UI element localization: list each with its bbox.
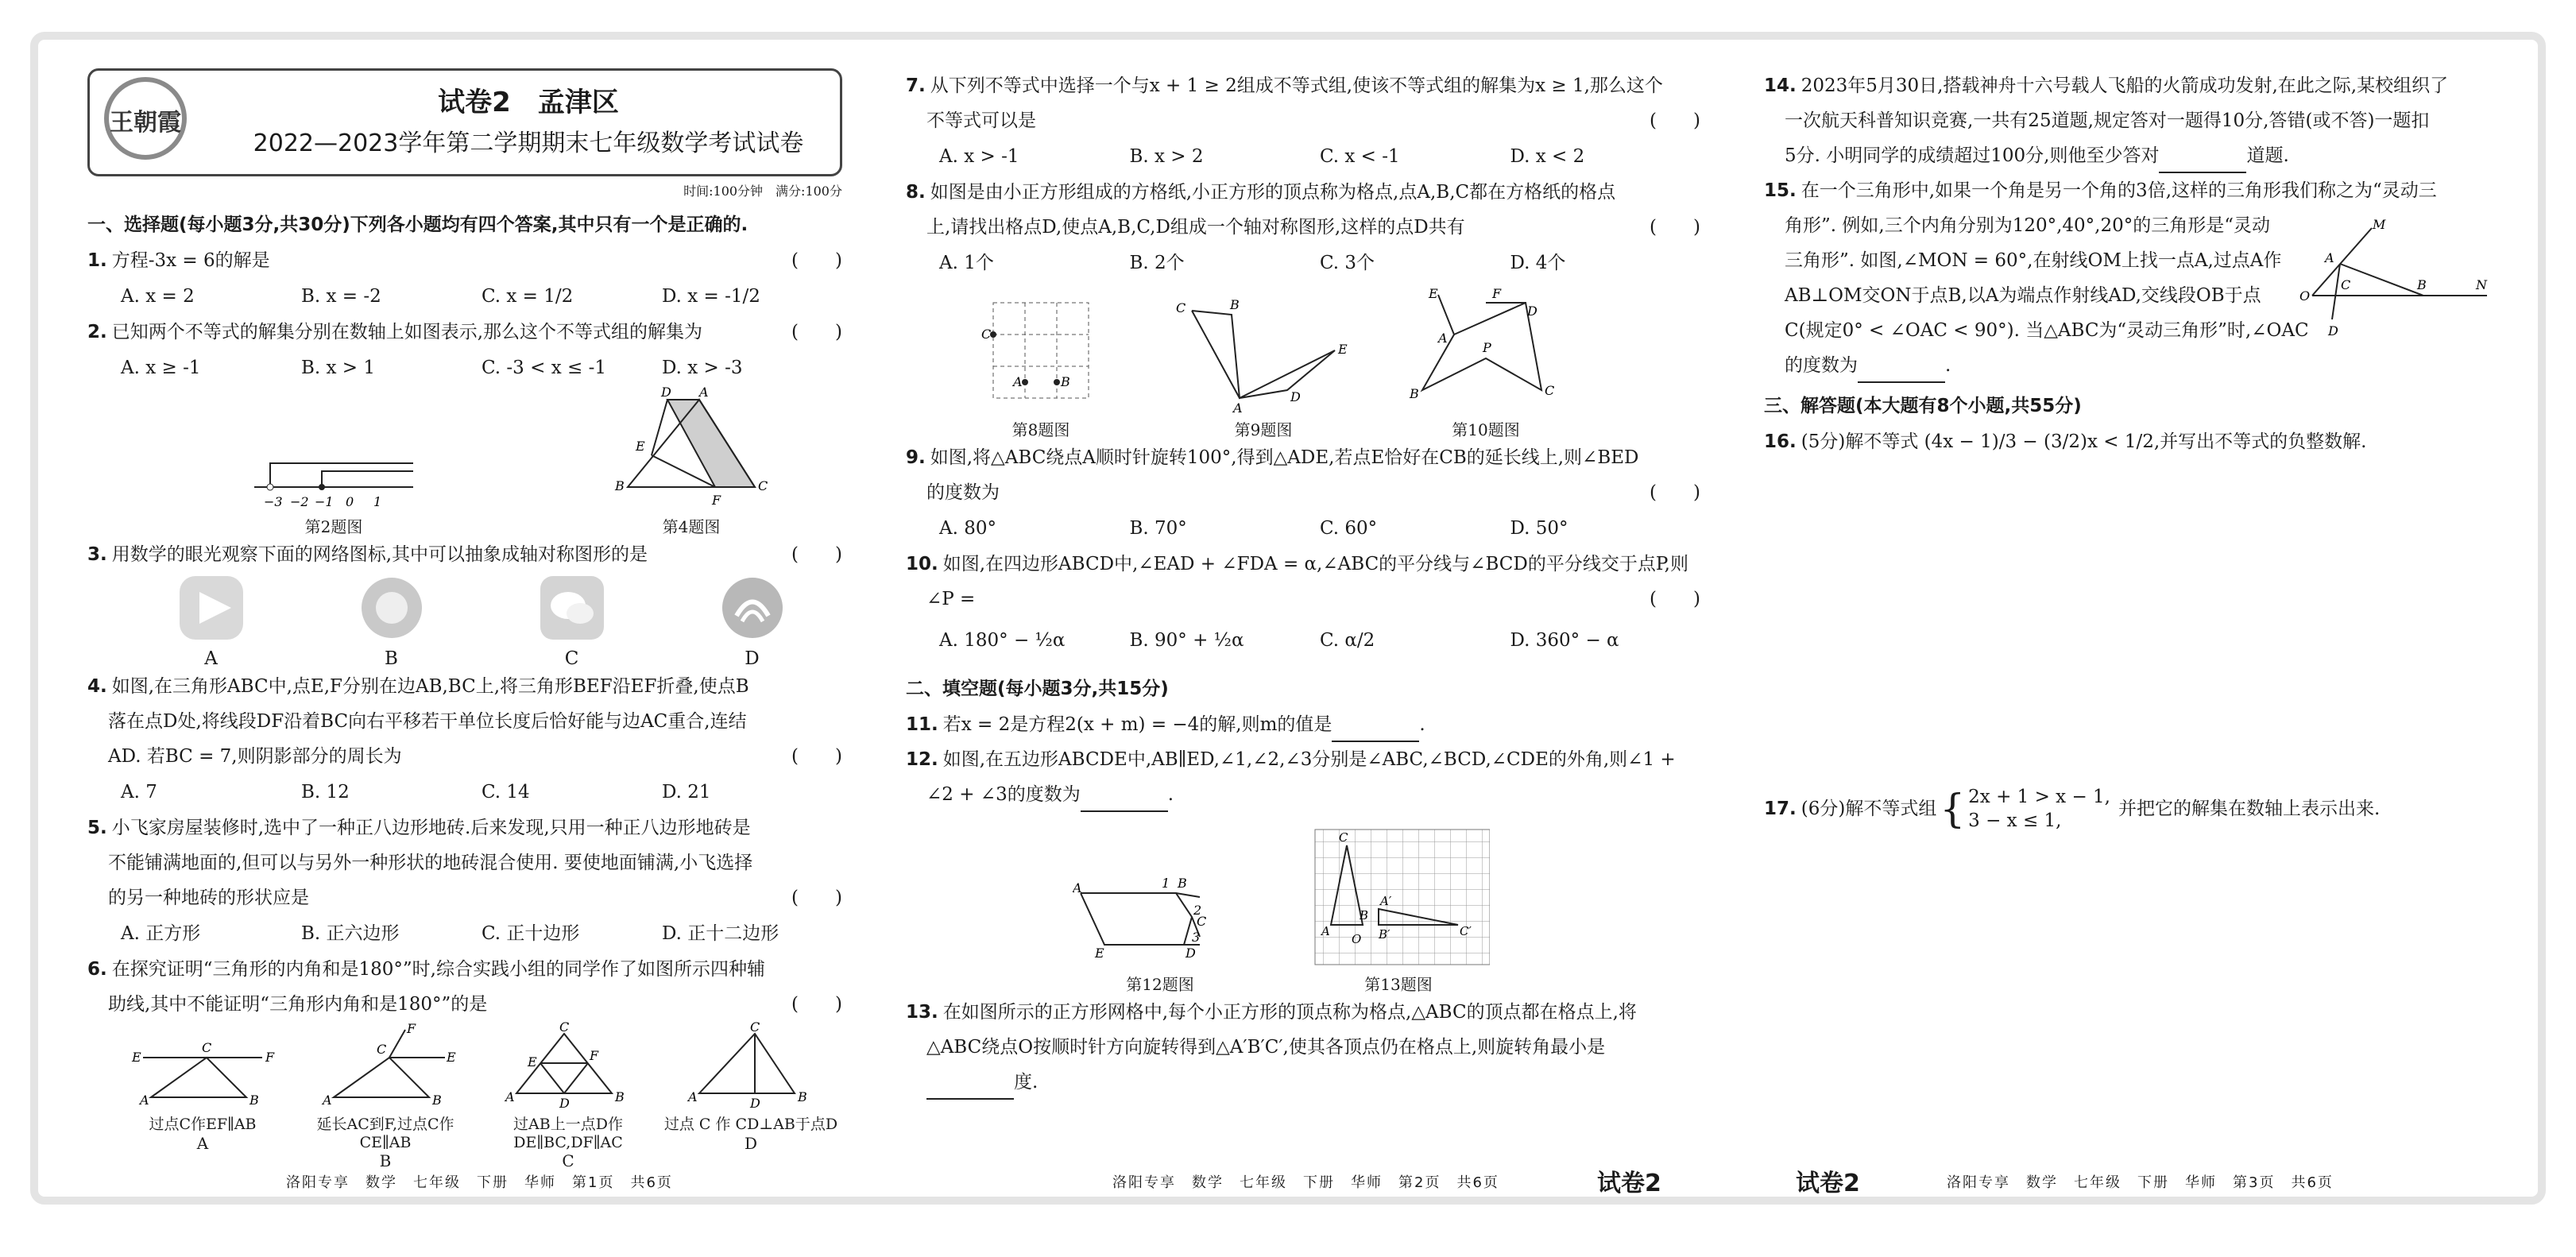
chat-app-icon: [536, 572, 608, 644]
q5-options: A. 正方形 B. 正六边形 C. 正十边形 D. 正十二边形: [121, 923, 779, 944]
q9: 9. 如图,将△ABC绕点A顺时针旋转100°,得到△ADE,若点E恰好在CB的延长线上,则∠BED: [906, 447, 1639, 468]
q15: 15. 在一个三角形中,如果一个角是另一个角的3倍,这样的三角形我们称之为“灵动三: [1764, 180, 2437, 201]
paper-subtitle: 2022—2023学年第二学期期末七年级数学考试试卷: [253, 130, 804, 157]
fig10: E F A D P B C 第10题图: [1383, 287, 1589, 440]
svg-text:B: B: [432, 1093, 442, 1108]
paper-label-left: 试卷2: [1796, 1170, 1860, 1197]
play-app-icon: [176, 572, 247, 644]
svg-text:A: A: [505, 1089, 515, 1104]
option: B. x > 1: [301, 358, 376, 378]
svg-text:E: E: [447, 1050, 456, 1065]
q1: 1. 方程-3x = 6的解是 ( ): [87, 250, 842, 271]
svg-text:D: D: [661, 385, 671, 400]
footer-page-2: 洛阳专享 数学 七年级 下册 华师 第2页 共6页: [1112, 1174, 1499, 1191]
svg-text:A: A: [2325, 250, 2334, 265]
option: A. x = 2: [121, 286, 195, 307]
svg-text:P: P: [1483, 340, 1491, 355]
svg-text:−1: −1: [315, 494, 334, 509]
svg-text:E: E: [528, 1054, 537, 1069]
svg-text:B: B: [615, 1089, 625, 1104]
svg-text:F: F: [407, 1022, 416, 1036]
q5-line2: 不能铺满地面的,但可以与另外一种形状的地砖混合使用. 要使地面铺满,小飞选择: [108, 853, 753, 873]
svg-text:C: C: [1545, 383, 1555, 398]
column-3: 14. 2023年5月30日,搭载神舟十六号载人飞船的火箭成功发射,在此之际,某校组织了 一次航天科普知识竞赛,一共有25道题,规定答对一题得10分,答错(或不答)一题扣 5分. 小明同学的成绩超过100分,则他至少答对 道题. 15. 在一个三角形中,如果一个角是另一个角的3倍,这样的三角形我们称之为“灵动三 O M A C B N D 角形”. 例如,三个内角分别为120°,40°,20°的三角形是“灵动 三角形”. 如图,∠MON = 60°,在射线OM上找一点A,过点A作 AB⊥OM交ON于点B,以A为端点作射线AD,交线段OB于点 C(规定0° < ∠OAC < 90°). 当△ABC为“灵动三角形”时,∠OAC 的度数为 . 三、解答题(本大题有8个小题,共55分) 16. (5分)解不等式 (4x − 1)/3 − (3/2)x < 1/2,并写出不等式的负整数解. 17. (6分)解不等式组 { 2x + 1 > x − 1, 3 − x ≤ 1, 并把它的解集在数轴上表示出来.: [1764, 68, 2495, 833]
svg-text:A: A: [1073, 880, 1082, 895]
svg-text:A: A: [688, 1089, 698, 1104]
q8-options: A. 1个 B. 2个 C. 3个 D. 4个: [939, 253, 1566, 273]
svg-text:A: A: [1321, 924, 1330, 938]
svg-text:C′: C′: [1460, 924, 1472, 938]
q8-q10-figures: [938, 281, 1700, 440]
q16: 16. (5分)解不等式 (4x − 1)/3 − (3/2)x < 1/2,并写出不等式的负整数解.: [1764, 431, 2367, 452]
svg-text:−3: −3: [264, 494, 283, 509]
svg-text:C: C: [377, 1042, 387, 1057]
option: B. x = -2: [301, 286, 381, 307]
q12: 12. 如图,在五边形ABCDE中,AB∥ED,∠1,∠2,∠3分别是∠ABC,∠BCD,∠CDE的外角,则∠1 +: [906, 749, 1676, 770]
svg-text:C: C: [202, 1040, 212, 1055]
q6-figures: [111, 1022, 842, 1170]
svg-text:A: A: [699, 385, 709, 400]
svg-text:F: F: [265, 1050, 275, 1065]
title-box: [87, 68, 842, 176]
q12-q13-figures: [1025, 812, 1700, 995]
brace: {: [1940, 786, 1966, 832]
svg-text:B: B: [615, 478, 625, 493]
option: C. -3 < x ≤ -1: [482, 358, 606, 378]
svg-text:0: 0: [346, 494, 354, 509]
q14: 14. 2023年5月30日,搭载神舟十六号载人飞船的火箭成功发射,在此之际,某校组织了: [1764, 75, 2449, 96]
svg-text:D: D: [1527, 304, 1537, 319]
svg-text:B′: B′: [1379, 927, 1390, 942]
triangle-fold-figure: [612, 384, 771, 511]
q17: 17. (6分)解不等式组 { 2x + 1 > x − 1, 3 − x ≤ 1, 并把它的解集在数轴上表示出来.: [1764, 786, 2381, 832]
svg-text:E: E: [636, 439, 645, 454]
column-1: [87, 68, 842, 1170]
q1-options: [121, 278, 842, 315]
time-score-info: 时间:100分钟 满分:100分: [683, 184, 842, 199]
svg-text:F: F: [1492, 287, 1502, 301]
option: D. x > -3: [662, 358, 743, 378]
fig13: A C B A′ B′ C′ O 第13题图: [1295, 826, 1502, 995]
svg-text:−2: −2: [290, 494, 309, 509]
q4-options: A. 7 B. 12 C. 14 D. 21: [121, 782, 711, 803]
svg-text:D: D: [1186, 946, 1196, 961]
svg-text:A: A: [1438, 331, 1448, 346]
svg-text:C: C: [750, 1022, 760, 1035]
q16-answer-space[interactable]: [1764, 459, 2495, 785]
pentagon-figure: [1073, 873, 1247, 969]
fig9: C B E A D 第9题图: [1144, 295, 1383, 440]
fig4-caption: 第4题图: [662, 517, 721, 536]
svg-text:E: E: [132, 1050, 141, 1065]
option-b: B: [301, 572, 482, 669]
option-a: A: [121, 572, 301, 669]
svg-text:F: F: [590, 1048, 599, 1063]
fig8: C A B 第8题图: [938, 295, 1144, 440]
svg-text:C: C: [559, 1022, 570, 1035]
q9-options: A. 80° B. 70° C. 60° D. 50°: [939, 518, 1568, 539]
option: D. x = -1/2: [662, 286, 760, 307]
q6-fig-c: C E F A D B 过AB上一点D作DE∥BC,DF∥AC C: [477, 1022, 659, 1170]
q11: 11. 若x = 2是方程2(x + m) = −4的解,则m的值是 .: [906, 707, 1700, 742]
svg-text:D: D: [750, 1096, 760, 1109]
q3-icon-options: [121, 572, 842, 669]
footer-page-1: 洛阳专享 数学 七年级 下册 华师 第1页 共6页: [286, 1174, 673, 1191]
svg-text:3: 3: [1192, 930, 1201, 945]
rotation-figure: [1168, 295, 1359, 414]
q15-figure: [2296, 216, 2495, 343]
svg-text:A: A: [323, 1093, 332, 1108]
q4: 4. 如图,在三角形ABC中,点E,F分别在边AB,BC上,将三角形BEF沿EF折叠,使点B: [87, 676, 749, 697]
q6-line2: 助线,其中不能证明“三角形内角和是180°”的是 ( ): [108, 994, 842, 1015]
network-logo-icon: [717, 572, 788, 644]
q7: 7. 从下列不等式中选择一个与x + 1 ≥ 2组成不等式组,使该不等式组的解集为x ≥ 1,那么这个: [906, 75, 1663, 96]
q4-line2: 落在点D处,将线段DF沿着BC向右平移若干单位长度后恰好能与边AC重合,连结: [108, 711, 747, 732]
paper-label-right: 试卷2: [1597, 1170, 1661, 1197]
q10: 10. 如图,在四边形ABCD中,∠EAD + ∠FDA = α,∠ABC的平分线与∠BCD的平分线交于点P,则: [906, 554, 1688, 574]
svg-text:B: B: [1061, 374, 1070, 389]
svg-text:A: A: [1013, 374, 1023, 389]
answer-blank[interactable]: [926, 1077, 1014, 1100]
svg-text:E: E: [1338, 342, 1348, 357]
circle-app-icon: [356, 572, 427, 644]
svg-text:C: C: [1197, 914, 1207, 929]
q6-fig-b: F C E A B 延长AC到F,过点C作CE∥AB B: [316, 1022, 456, 1170]
section-2-title: 二、填空题(每小题3分,共15分): [906, 679, 1169, 699]
column-2: 7. 从下列不等式中选择一个与x + 1 ≥ 2组成不等式组,使该不等式组的解集为x ≥ 1,那么这个 不等式可以是 ( ) A. x > -1 B. x > 2 C. x < -1 D. x < 2 8. 如图是由小正方形组成的方格纸,小正方形的顶点称为格点,点A,B,C都在方格纸的格点 上,请找出格点D,使点A,B,C,D组成一个轴对称图形,这样的点D共有 ( ) A. 1个 B. 2个 C. 3个 D. 4个 C A B 第8题图 C B E A D 第9题图 E F A D P B C 第10题图 9. 如图,将△ABC绕点A顺时针旋转100°,得到△ADE,若点E恰好在CB的延长线上,则∠BED 的度数为 ( ) A. 80° B. 70° C. 60° D. 50° 10. 如图,在四边形ABCD中,∠EAD + ∠FDA = α,∠ABC的平分线与∠BCD的平分线交于点P,则 ∠P = ( ) A. 180° − ½α B. 90° + ½α C. α/2 D. 360° − α 二、填空题(每小题3分,共15分) 11. 若x = 2是方程2(x + m) = −4的解,则m的值是 . 12. 如图,在五边形ABCDE中,AB∥ED,∠1,∠2,∠3分别是∠ABC,∠BCD,∠CDE的外角,则∠1 + ∠2 + ∠3的度数为 . A 1 B 2 C 3 D E 第12题图 A C B A′ B′ C′ O 第13题图 13. 在如图所示的正方形网格中,每个小正方形的顶点称为格点,△ABC的顶点都在格点上,将 △ABC绕点O按顺时针方向旋转得到△A′B′C′,使其各顶点仍在格点上,则旋转角最小是 度.: [906, 68, 1700, 1100]
svg-text:O: O: [1352, 932, 1362, 946]
svg-text:B: B: [1230, 297, 1240, 312]
svg-text:B: B: [1410, 386, 1419, 401]
q2-q4-figures: [87, 386, 842, 537]
fig2-caption: 第2题图: [304, 517, 363, 536]
svg-text:B: B: [249, 1093, 259, 1108]
q7-options: A. x > -1 B. x > 2 C. x < -1 D. x < 2: [939, 146, 1585, 167]
svg-text:E: E: [1095, 946, 1104, 961]
svg-text:E: E: [1429, 287, 1438, 301]
q6: 6. 在探究证明“三角形的内角和是180°”时,综合实践小组的同学作了如图所示四种辅: [87, 959, 765, 980]
brand-seal-logo: 王朝霞: [104, 77, 187, 160]
svg-text:C: C: [1176, 300, 1186, 315]
fig4: [612, 384, 771, 537]
svg-text:M: M: [2373, 217, 2386, 232]
option: C. x = 1/2: [482, 286, 574, 307]
svg-text:2: 2: [1193, 903, 1202, 918]
q3: 3. 用数学的眼光观察下面的网络图标,其中可以抽象成轴对称图形的是 ( ): [87, 544, 842, 565]
svg-text:F: F: [712, 493, 721, 508]
svg-text:D: D: [1290, 389, 1301, 404]
answer-blank[interactable]: [1332, 720, 1419, 742]
footer-page-3: 洛阳专享 数学 七年级 下册 华师 第3页 共6页: [1947, 1174, 2334, 1191]
svg-text:A: A: [140, 1093, 149, 1108]
option-c: C: [482, 572, 662, 669]
svg-text:N: N: [2476, 277, 2487, 292]
svg-text:C: C: [758, 478, 768, 493]
fig2: [246, 439, 612, 537]
grid-figure: [981, 295, 1100, 414]
section-1-title: 一、选择题(每小题3分,共30分)下列各小题均有四个答案,其中只有一个是正确的.: [87, 215, 748, 235]
quadrilateral-figure: [1406, 287, 1565, 414]
q6-fig-d: C A D B 过点 C 作 CD⊥AB于点D D: [659, 1022, 842, 1170]
svg-text:C: C: [981, 327, 992, 342]
answer-blank[interactable]: [1081, 790, 1168, 812]
svg-text:O: O: [2299, 288, 2311, 304]
svg-text:B: B: [798, 1089, 807, 1104]
q2: 2. 已知两个不等式的解集分别在数轴上如图表示,那么这个不等式组的解集为 ( ): [87, 322, 842, 342]
svg-text:D: D: [559, 1096, 570, 1109]
svg-text:C: C: [1339, 830, 1348, 845]
svg-text:B: B: [1178, 876, 1187, 891]
section-3-title: 三、解答题(本大题有8个小题,共55分): [1764, 396, 2082, 416]
grid-rotation-figure: [1307, 826, 1490, 969]
number-line-figure: [246, 439, 421, 511]
option-d: D: [662, 572, 842, 669]
q13: 13. 在如图所示的正方形网格中,每个小正方形的顶点称为格点,△ABC的顶点都在格点上,将: [906, 1002, 1637, 1023]
svg-text:B: B: [2417, 277, 2427, 292]
svg-text:D: D: [2328, 323, 2338, 338]
svg-text:1: 1: [1162, 876, 1170, 891]
svg-text:1: 1: [373, 494, 382, 509]
svg-text:A: A: [1233, 400, 1243, 414]
inequality-system: 2x + 1 > x − 1, 3 − x ≤ 1,: [1968, 787, 2110, 831]
q8: 8. 如图是由小正方形组成的方格纸,小正方形的顶点称为格点,点A,B,C都在方格纸的格点: [906, 182, 1616, 203]
svg-text:A′: A′: [1380, 894, 1392, 908]
answer-blank[interactable]: [1858, 361, 1945, 383]
paper-title: 试卷2 孟津区: [438, 87, 619, 118]
svg-text:B: B: [1360, 908, 1369, 922]
q10-options: A. 180° − ½α B. 90° + ½α C. α/2 D. 360° − α: [939, 630, 1619, 651]
q6-fig-a: E C F A B 过点C作EF∥AB A: [132, 1040, 275, 1153]
q5: 5. 小飞家房屋装修时,选中了一种正八边形地砖.后来发现,只用一种正八边形地砖是: [87, 818, 751, 838]
fig12: A 1 B 2 C 3 D E 第12题图: [1025, 873, 1295, 995]
q15-body: O M A C B N D 角形”. 例如,三个内角分别为120°,40°,20°的三角形是“灵动 三角形”. 如图,∠MON = 60°,在射线OM上找一点A,过点A作 AB⊥OM交ON于点B,以A为端点作射线AD,交线段OB于点 C(规定0° < ∠OAC < 90°). 当△ABC为“灵动三角形”时,∠OAC 的度数为 .: [1764, 208, 2495, 383]
answer-blank[interactable]: [2159, 151, 2246, 173]
option: A. x ≥ -1: [121, 358, 201, 378]
q2-options: [121, 350, 842, 386]
q4-line3: AD. 若BC = 7,则阴影部分的周长为 ( ): [108, 746, 842, 767]
q5-line3: 的另一种地砖的形状应是 ( ): [108, 888, 842, 908]
svg-text:C: C: [2341, 277, 2351, 292]
